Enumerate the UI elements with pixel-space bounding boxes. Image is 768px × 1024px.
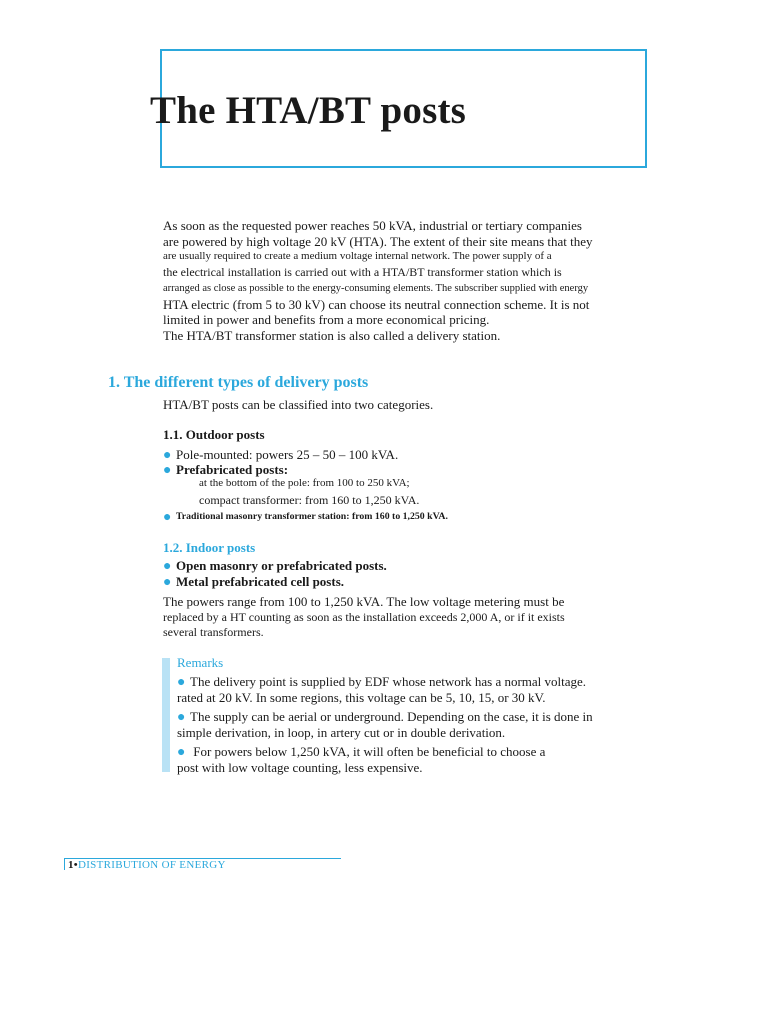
remark-item <box>177 744 545 761</box>
remark-text: For powers below 1,250 kVA, it will often be beneficial to choose a <box>190 744 546 759</box>
bullet-icon: ● <box>177 710 186 725</box>
indoor-paragraph-line: The powers range from 100 to 1,250 kVA. The low voltage metering must be <box>163 594 565 609</box>
list-item-text: Prefabricated posts: <box>176 462 289 477</box>
bullet-icon: ● <box>163 448 172 463</box>
bullet-icon: ● <box>163 463 172 478</box>
bullet-icon: ● <box>163 559 172 574</box>
subsection-heading-indoor: 1.2. Indoor posts <box>163 540 256 555</box>
list-item-text: Pole-mounted: powers 25 – 50 – 100 kVA. <box>176 447 399 462</box>
subsection-heading-outdoor: 1.1. Outdoor posts <box>163 427 265 442</box>
page-title: The HTA/BT posts <box>150 89 467 132</box>
bullet-icon: ● <box>163 575 172 590</box>
remark-text: The supply can be aerial or underground. Depending on the case, it is done in <box>190 709 593 724</box>
list-item-text: Open masonry or prefabricated posts. <box>176 558 387 573</box>
intro-paragraph <box>163 218 663 344</box>
footer-chapter-title: DISTRIBUTION OF ENERGY <box>77 859 226 871</box>
page-footer <box>68 859 226 871</box>
intro-line: limited in power and benefits from a more economical pricing. <box>163 312 490 328</box>
list-item <box>163 574 344 591</box>
intro-line: The HTA/BT transformer station is also called a delivery station. <box>163 327 501 343</box>
section-intro: HTA/BT posts can be classified into two categories. <box>163 397 434 412</box>
intro-line: As soon as the requested power reaches 50 kVA, industrial or tertiary companies <box>163 218 582 233</box>
intro-line: are powered by high voltage 20 kV (HTA). The extent of their site means that they <box>163 233 593 249</box>
sub-list-item: compact transformer: from 160 to 1,250 kVA. <box>199 493 420 507</box>
list-item-text: Metal prefabricated cell posts. <box>176 574 344 589</box>
footer-chapter-number: 1• <box>68 859 78 871</box>
intro-line: are usually required to create a medium voltage internal network. The power supply of a <box>163 250 552 263</box>
remark-item <box>177 674 586 691</box>
indoor-paragraph-line: several transformers. <box>163 625 264 639</box>
section-heading: 1. The different types of delivery posts <box>108 374 369 391</box>
indoor-paragraph-line: replaced by a HT counting as soon as the installation exceeds 2,000 A, or if it exists <box>163 610 565 624</box>
bullet-icon: ● <box>177 675 186 690</box>
remarks-heading: Remarks <box>177 655 224 670</box>
remark-item <box>177 709 593 726</box>
intro-line: HTA electric (from 5 to 30 kV) can choose its neutral connection scheme. It is not <box>163 296 590 312</box>
list-item <box>163 508 448 524</box>
bullet-icon: ● <box>177 745 186 760</box>
footer-tick <box>64 858 65 870</box>
list-item <box>163 558 387 575</box>
sub-list-item: at the bottom of the pole: from 100 to 250 kVA; <box>199 477 410 489</box>
remark-text: The delivery point is supplied by EDF whose network has a normal voltage. <box>190 674 587 689</box>
remark-text: post with low voltage counting, less expensive. <box>177 760 423 775</box>
bullet-icon: ● <box>163 510 172 525</box>
remark-text: rated at 20 kV. In some regions, this voltage can be 5, 10, 15, or 30 kV. <box>177 690 546 705</box>
remarks-bar <box>162 658 170 772</box>
list-item-text: Traditional masonry transformer station: from 160 to 1,250 kVA. <box>176 511 448 522</box>
intro-line: arranged as close as possible to the energy-consuming elements. The subscriber supplied with energy <box>163 282 589 294</box>
remark-text: simple derivation, in loop, in artery cut or in double derivation. <box>177 725 506 740</box>
intro-line: the electrical installation is carried out with a HTA/BT transformer station which is <box>163 265 562 280</box>
